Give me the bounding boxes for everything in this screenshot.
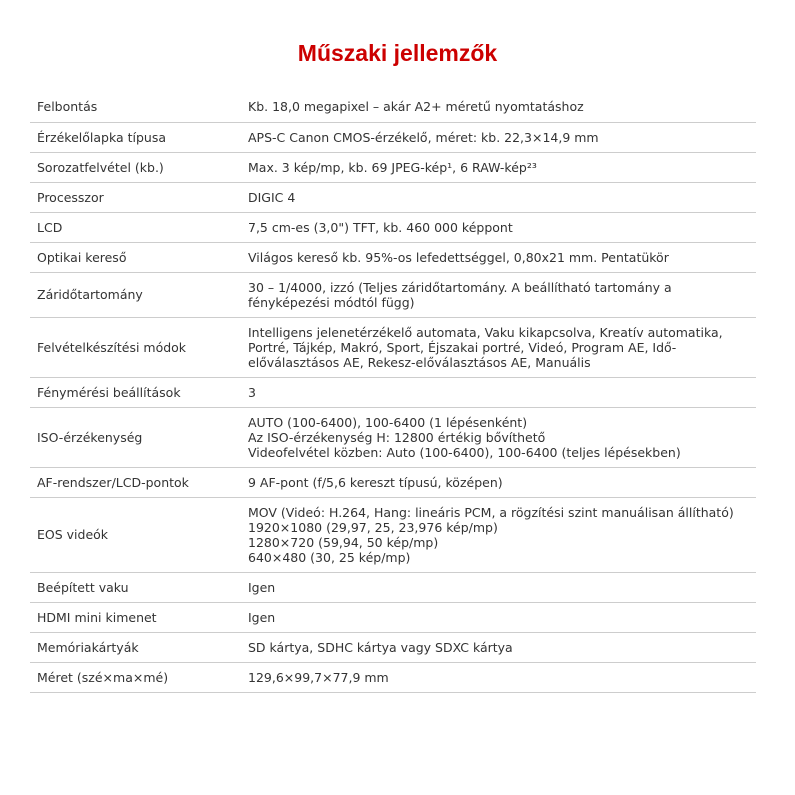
spec-label: Érzékelőlapka típusa — [30, 122, 248, 152]
spec-value — [248, 497, 756, 572]
spec-value-line: MOV (Videó: H.264, Hang: lineáris PCM, a rögzítési szint manuálisan állítható) — [248, 504, 734, 520]
spec-value — [248, 377, 756, 407]
table-row — [30, 122, 756, 152]
table-row — [30, 662, 756, 692]
spec-value-line: Max. 3 kép/mp, kb. 69 JPEG-kép¹, 6 RAW-kép²³ — [248, 159, 537, 175]
spec-value — [248, 272, 756, 317]
spec-value-line: 1920×1080 (29,97, 25, 23,976 kép/mp) — [248, 519, 498, 535]
spec-value-line: SD kártya, SDHC kártya vagy SDXC kártya — [248, 639, 513, 655]
spec-value-line: Az ISO-érzékenység H: 12800 értékig bővíthető — [248, 429, 546, 445]
spec-value — [248, 242, 756, 272]
spec-value-line: 9 AF-pont (f/5,6 kereszt típusú, középen) — [248, 474, 503, 490]
spec-label: ISO-érzékenység — [30, 407, 248, 467]
spec-value-line: 7,5 cm-es (3,0") TFT, kb. 460 000 képpont — [248, 219, 513, 235]
spec-label: HDMI mini kimenet — [30, 602, 248, 632]
spec-value — [248, 602, 756, 632]
spec-value — [248, 407, 756, 467]
spec-label: Optikai kereső — [30, 242, 248, 272]
spec-value — [248, 182, 756, 212]
spec-table — [30, 92, 756, 693]
spec-value — [248, 92, 756, 122]
table-row — [30, 182, 756, 212]
spec-label: Záridőtartomány — [30, 272, 248, 317]
spec-value-line: APS-C Canon CMOS-érzékelő, méret: kb. 22,3×14,9 mm — [248, 129, 599, 145]
spec-value — [248, 572, 756, 602]
spec-label: Fénymérési beállítások — [30, 377, 248, 407]
spec-label: Felvételkészítési módok — [30, 317, 248, 377]
spec-value-line: AUTO (100-6400), 100-6400 (1 lépésenként) — [248, 414, 528, 430]
spec-value — [248, 122, 756, 152]
spec-value-line: fényképezési módtól függ) — [248, 294, 415, 310]
table-row — [30, 152, 756, 182]
spec-value — [248, 662, 756, 692]
spec-value-line: Igen — [248, 579, 276, 595]
spec-label: LCD — [30, 212, 248, 242]
spec-label: Processzor — [30, 182, 248, 212]
spec-label: Beépített vaku — [30, 572, 248, 602]
spec-value — [248, 152, 756, 182]
spec-value-line: Videofelvétel közben: Auto (100-6400), 100-6400 (teljes lépésekben) — [248, 444, 681, 460]
table-row — [30, 497, 756, 572]
table-row — [30, 467, 756, 497]
table-row — [30, 212, 756, 242]
table-row — [30, 602, 756, 632]
spec-value-line: 640×480 (30, 25 kép/mp) — [248, 549, 411, 565]
spec-value — [248, 212, 756, 242]
spec-label: EOS videók — [30, 497, 248, 572]
spec-value-line: 1280×720 (59,94, 50 kép/mp) — [248, 534, 439, 550]
spec-label: Sorozatfelvétel (kb.) — [30, 152, 248, 182]
spec-value-line: 30 – 1/4000, izzó (Teljes záridőtartomány. A beállítható tartomány a — [248, 279, 672, 295]
page-title: Műszaki jellemzők — [297, 40, 498, 66]
spec-value — [248, 317, 756, 377]
table-row — [30, 242, 756, 272]
spec-label: AF-rendszer/LCD-pontok — [30, 467, 248, 497]
spec-label: Méret (szé×ma×mé) — [30, 662, 248, 692]
table-row — [30, 92, 756, 122]
spec-value-line: Portré, Tájkép, Makró, Sport, Éjszakai portré, Videó, Program AE, Idő- — [248, 339, 677, 355]
spec-label: Memóriakártyák — [30, 632, 248, 662]
spec-value-line: Kb. 18,0 megapixel – akár A2+ méretű nyomtatáshoz — [248, 99, 584, 115]
spec-label: Felbontás — [30, 92, 248, 122]
table-row — [30, 272, 756, 317]
spec-value — [248, 632, 756, 662]
table-row — [30, 407, 756, 467]
table-row — [30, 632, 756, 662]
spec-value-line: előválasztásos AE, Rekesz-előválasztásos AE, Manuális — [248, 354, 591, 370]
spec-value-line: Intelligens jelenetérzékelő automata, Vaku kikapcsolva, Kreatív automatika, — [248, 324, 723, 340]
spec-value-line: Világos kereső kb. 95%-os lefedettséggel, 0,80x21 mm. Pentatükör — [248, 249, 669, 265]
spec-value-line: 3 — [248, 384, 256, 400]
table-row — [30, 572, 756, 602]
table-row — [30, 377, 756, 407]
spec-value — [248, 467, 756, 497]
spec-value-line: 129,6×99,7×77,9 mm — [248, 669, 389, 685]
table-row — [30, 317, 756, 377]
spec-table-body — [30, 92, 756, 692]
spec-value-line: Igen — [248, 609, 276, 625]
spec-value-line: DIGIC 4 — [248, 189, 296, 205]
